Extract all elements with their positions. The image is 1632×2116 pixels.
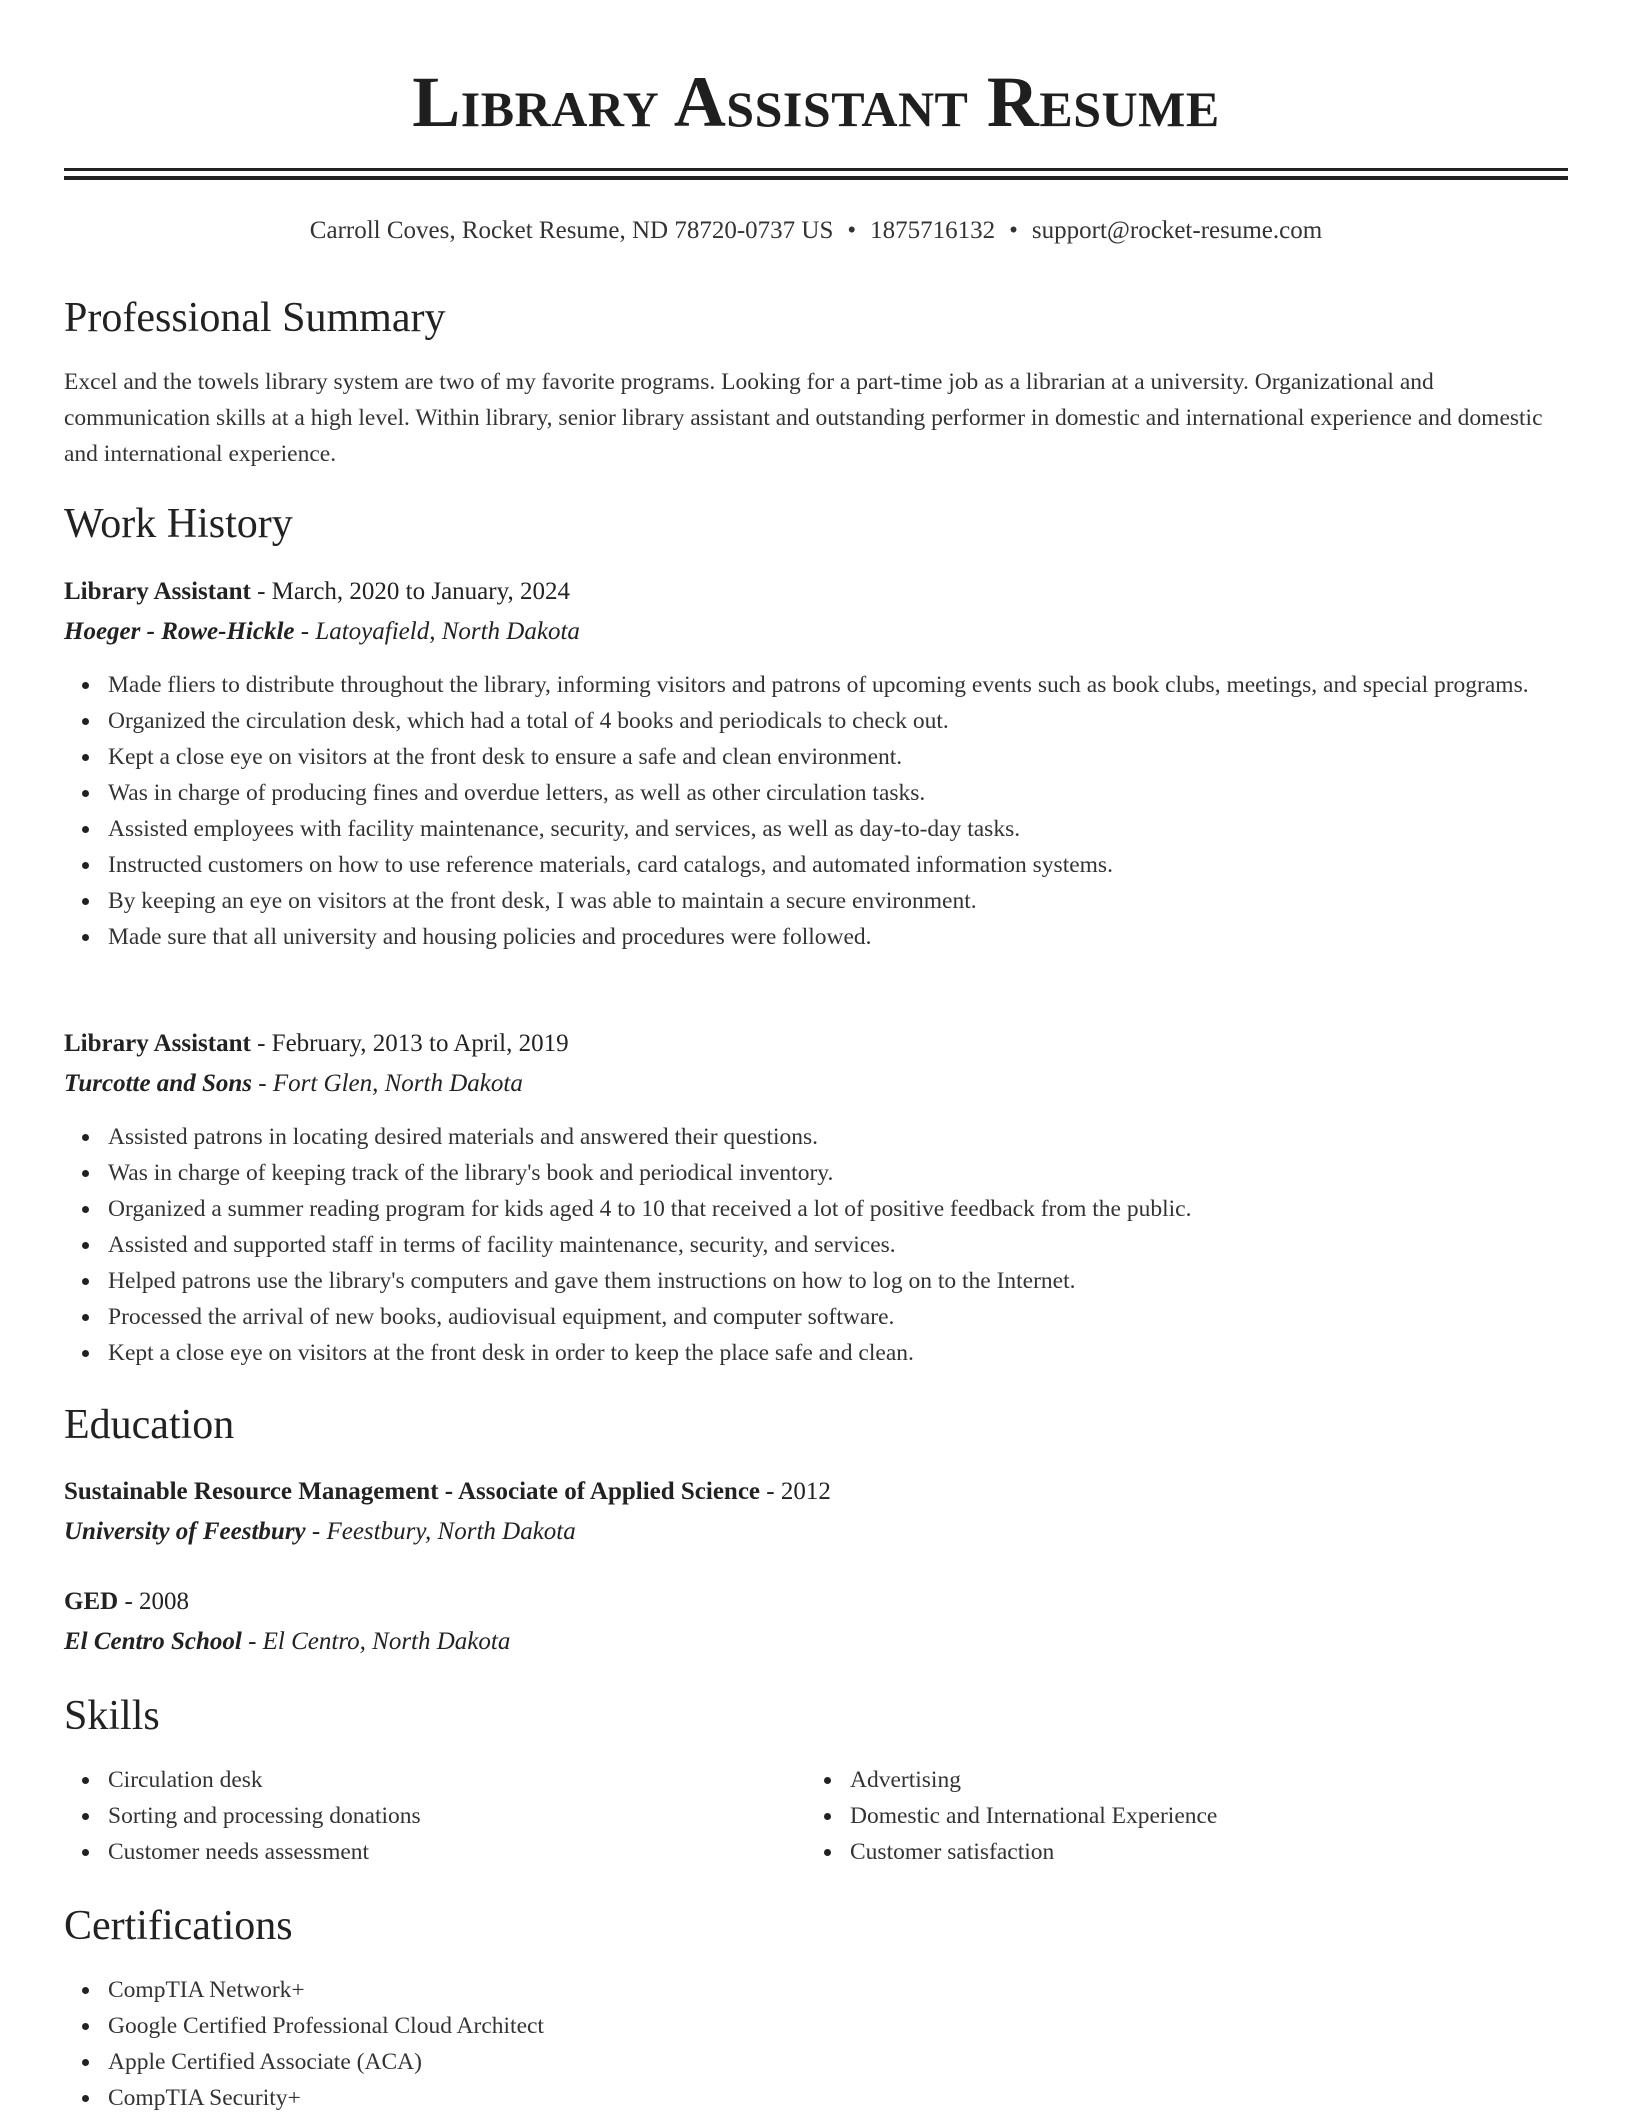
job-employer-line [64, 1066, 1568, 1102]
education-school: El Centro School [64, 1628, 242, 1655]
list-item: Google Certified Professional Cloud Architect [108, 2008, 1108, 2044]
list-item: Made sure that all university and housing policies and procedures were followed. [108, 919, 1568, 955]
list-item: Circulation desk [108, 1762, 788, 1798]
job-dates: - March, 2020 to January, 2024 [250, 578, 570, 605]
contact-phone: 1875716132 [870, 217, 996, 244]
section-heading-skills: Skills [64, 1693, 160, 1739]
job-title-line [64, 1026, 1568, 1062]
list-item: Was in charge of producing fines and overdue letters, as well as other circulation tasks. [108, 775, 1568, 811]
education-degree: GED [64, 1588, 119, 1615]
job-location: - Latoyafield, North Dakota [294, 618, 580, 645]
resume-page [64, 0, 1568, 2111]
section-heading-work-history: Work History [64, 501, 293, 547]
education-degree-line [64, 1474, 1568, 1510]
job-employer: Turcotte and Sons [64, 1070, 253, 1097]
job-duties-list [108, 667, 1568, 955]
education-degree: Sustainable Resource Management - Associate of Applied Science [64, 1478, 761, 1505]
education-location: - Feestbury, North Dakota [305, 1518, 576, 1545]
list-item: Kept a close eye on visitors at the front desk to ensure a safe and clean environment. [108, 739, 1568, 775]
list-item: Helped patrons use the library's computers and gave them instructions on how to log on to the Internet. [108, 1263, 1568, 1299]
job-title: Library Assistant [64, 1030, 251, 1057]
job-location: - Fort Glen, North Dakota [252, 1070, 523, 1097]
list-item: Processed the arrival of new books, audiovisual equipment, and computer software. [108, 1299, 1568, 1335]
education-school-line [64, 1514, 1568, 1550]
job-employer-line [64, 614, 1568, 650]
list-item: By keeping an eye on visitors at the front desk, I was able to maintain a secure environment. [108, 883, 1568, 919]
skills-list-left [108, 1762, 788, 1870]
list-item: Made fliers to distribute throughout the library, informing visitors and patrons of upcoming events such as book clubs, meetings, and special programs. [108, 667, 1568, 703]
list-item: Sorting and processing donations [108, 1798, 788, 1834]
education-location: - El Centro, North Dakota [241, 1628, 511, 1655]
contact-separator: • [1009, 217, 1018, 244]
section-heading-education: Education [64, 1402, 235, 1448]
education-school-line [64, 1624, 1568, 1660]
job-title-line [64, 574, 1568, 610]
section-heading-summary: Professional Summary [64, 295, 446, 341]
contact-separator: • [847, 217, 857, 244]
list-item: Kept a close eye on visitors at the front desk in order to keep the place safe and clean. [108, 1335, 1568, 1371]
education-degree-line [64, 1584, 1568, 1620]
certifications-list [108, 1972, 1108, 2116]
skills-list-right [850, 1762, 1550, 1870]
list-item: Domestic and International Experience [850, 1798, 1550, 1834]
education-year: - 2008 [118, 1588, 190, 1615]
list-item: Assisted patrons in locating desired materials and answered their questions. [108, 1119, 1568, 1155]
contact-address: Carroll Coves, Rocket Resume, ND 78720-0737 US [309, 217, 834, 244]
title-divider-bottom [64, 176, 1568, 180]
list-item: Organized the circulation desk, which had a total of 4 books and periodicals to check out. [108, 703, 1568, 739]
section-heading-certifications: Certifications [64, 1903, 293, 1949]
list-item: Customer satisfaction [850, 1834, 1550, 1870]
contact-email: support@rocket-resume.com [1031, 217, 1323, 244]
list-item: Customer needs assessment [108, 1834, 788, 1870]
list-item: Apple Certified Associate (ACA) [108, 2044, 1108, 2080]
job-employer: Hoeger - Rowe-Hickle [64, 618, 295, 645]
education-school: University of Feestbury [64, 1518, 306, 1545]
contact-line [64, 214, 1568, 248]
list-item: CompTIA Security+ [108, 2080, 1108, 2116]
title-divider-top [64, 168, 1568, 171]
resume-title: Library Assistant Resume [412, 62, 1220, 142]
list-item: Assisted employees with facility maintenance, security, and services, as well as day-to-day tasks. [108, 811, 1568, 847]
list-item: Was in charge of keeping track of the library's book and periodical inventory. [108, 1155, 1568, 1191]
job-title: Library Assistant [64, 578, 251, 605]
summary-text: Excel and the towels library system are two of my favorite programs. Looking for a part-time job as a librarian at a university. Organizational and communication skills at a high level. Within library, senior library assistant and outstanding performer in domestic and international experience and domestic and international experience. [64, 369, 1543, 467]
list-item: Instructed customers on how to use reference materials, card catalogs, and automated information systems. [108, 847, 1568, 883]
job-duties-list [108, 1119, 1568, 1371]
list-item: Organized a summer reading program for kids aged 4 to 10 that received a lot of positive feedback from the public. [108, 1191, 1568, 1227]
education-year: - 2012 [760, 1478, 831, 1505]
list-item: Assisted and supported staff in terms of facility maintenance, security, and services. [108, 1227, 1568, 1263]
list-item: Advertising [850, 1762, 1550, 1798]
list-item: CompTIA Network+ [108, 1972, 1108, 2008]
job-dates: - February, 2013 to April, 2019 [250, 1030, 569, 1057]
